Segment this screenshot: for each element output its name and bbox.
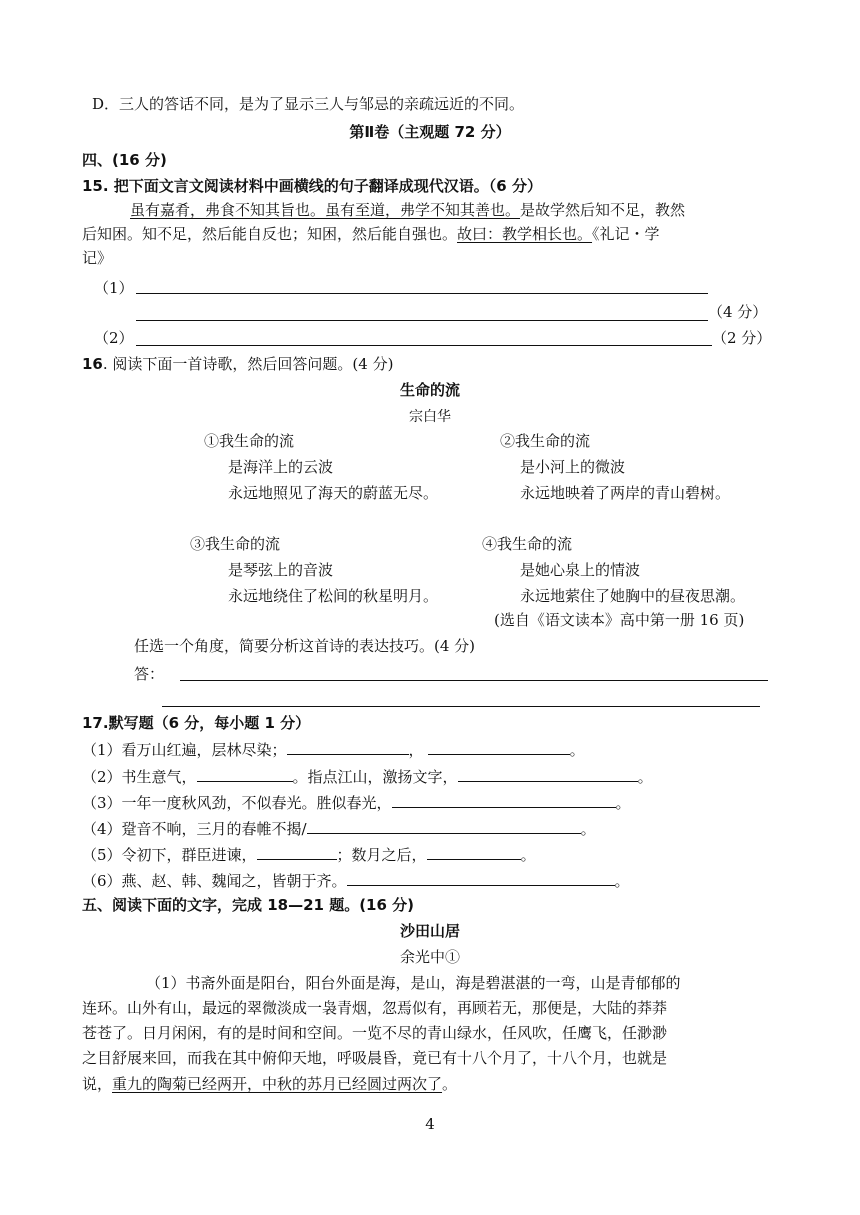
poem-source: (选自《语文读本》高中第一册 16 页) [494,611,745,629]
essay-para-line3: 苍苍了。日月闲闲，有的是时间和空间。一览不尽的青山绿水，任风吹，任鹰飞，任渺渺 [82,1024,668,1042]
q15-passage-line2: 后知困。知不足，然后能自反也；知困，然后能自强也。故曰：教学相长也。《礼记・学 [82,225,660,243]
q16-answer-line2[interactable] [162,706,760,707]
poem-title: 生命的流 [399,381,460,399]
q15-answer2-label: （2） [94,329,134,347]
q17-blank[interactable] [347,871,615,886]
part-five-header: 五、阅读下面的文字，完成 18—21 题。(16 分) [82,896,415,914]
q16-answer-label: 答： [134,665,165,683]
q15-stem: 15. 把下面文言文阅读材料中画横线的句子翻译成现代汉语。（6 分） [82,177,542,195]
q15-answer2-score: （2 分） [712,329,772,347]
essay-para-line4: 之目舒展来回，而我在其中俯仰天地，呼吸晨昏，竟已有十八个月了，十八个月，也就是 [82,1049,668,1067]
q15-passage-line3: 记》 [82,249,113,267]
page-number: 4 [425,1115,435,1133]
q15-answer1-score: （4 分） [708,303,768,321]
essay-title: 沙田山居 [399,922,460,940]
section-title: 第Ⅱ卷（主观题 72 分） [349,123,511,141]
q17-item-1: （1）看万山红遍，层林尽染； ， 。 [82,741,585,759]
q17-blank[interactable] [458,767,638,782]
essay-underlined-sentence: 重九的陶菊已经两开，中秋的苏月已经圆过两次了 [112,1075,443,1093]
q17-blank[interactable] [197,767,293,782]
q15-answer1-line2[interactable] [136,320,708,321]
q17-blank[interactable] [392,793,616,808]
option-d: D．三人的答话不同，是为了显示三人与邹忌的亲疏远近的不同。 [92,95,525,113]
q17-blank[interactable] [287,740,409,755]
q15-passage-line1: 虽有嘉肴，弗食不知其旨也。虽有至道，弗学不知其善也。是故学然后知不足，教然 [130,201,686,219]
q17-blank[interactable] [427,845,521,860]
q15-underlined-sentence-1: 虽有嘉肴，弗食不知其旨也。虽有至道，弗学不知其善也。 [130,201,521,219]
essay-para-line2: 连环。山外有山，最远的翠微淡成一袅青烟，忽焉似有，再顾若无，那便是，大陆的莽莽 [82,999,668,1017]
q17-item-2: （2）书生意气， 。指点江山，激扬文字， 。 [82,768,653,786]
q16-answer-line1[interactable] [180,680,768,681]
essay-para-line5: 说，重九的陶菊已经两开，中秋的苏月已经圆过两次了。 [82,1075,458,1093]
q17-item-3: （3）一年一度秋风劲，不似春光。胜似春光， 。 [82,794,631,812]
q17-blank[interactable] [428,740,570,755]
q16-question: 任选一个角度，简要分析这首诗的表达技巧。(4 分) [134,637,476,655]
poem-author: 宗白华 [409,409,451,425]
q15-underlined-sentence-2: 故曰：教学相长也。 [457,225,593,243]
essay-author: 余光中① [399,948,460,966]
q17-header: 17.默写题（6 分，每小题 1 分） [82,714,311,732]
q17-blank[interactable] [307,819,581,834]
part-four-header: 四、(16 分) [82,151,167,169]
q15-answer2-line[interactable] [136,345,712,346]
q17-item-4: （4）跫音不响，三月的春帷不揭/ 。 [82,820,596,838]
q17-item-6: （6）燕、赵、韩、魏闻之，皆朝于齐。 。 [82,872,630,890]
q17-blank[interactable] [257,845,337,860]
q15-answer1-line1[interactable] [136,293,708,294]
essay-para-line1: （1）书斋外面是阳台，阳台外面是海，是山，海是碧湛湛的一弯，山是青郁郁的 [146,974,681,992]
document-page: D．三人的答话不同，是为了显示三人与邹忌的亲疏远近的不同。 第Ⅱ卷（主观题 72 分） 四、(16 分) 15. 把下面文言文阅读材料中画横线的句子翻译成现代汉语。（6 分） 虽有嘉肴，弗食不知其旨也。虽有至道，弗学不知其善也。是故学然后知不足，教然 后知困。知不足，然后能自反也；知困，然后能自强也。故曰：教学相长也。《礼记・学 记》 （1） （4 分） （2） （2 分） 16. 阅读下面一首诗歌，然后回答问题。(4 分) 生命的流 宗白华 ①我生命的流 是海洋上的云波 永远地照见了海天的蔚蓝无尽。 ②我生命的流 是小河上的微波 永远地映着了两岸的青山碧树。 ③我生命的流 是琴弦上的音波 永远地绕住了松间的秋星明月。 ④我生命的流 是她心泉上的情波 永远地萦住了她胸中的昼夜思潮。 (选自《语文读本》高中第一册 16 页) 任选一个角度，简要分析这首诗的表达技巧。(4 分) 答： 17.默写题（6 分，每小题 1 分） （1）看万山红遍，层林尽染； ， 。 （2）书生意气， 。指点江山，激扬文字， 。 （3）一年一度秋风劲，不似春光。胜似春光， 。 （4）跫音不响，三月的春帷不揭/ 。 （5）令初下，群臣进谏， ；数月之后， 。 （6）燕、赵、韩、魏闻之，皆朝于齐。 。 五、阅读下面的文字，完成 18—21 题。(16 分) 沙田山居 余光中① （1）书斋外面是阳台，阳台外面是海，是山，海是碧湛湛的一弯，山是青郁郁的 连环。山外有山，最远的翠微淡成一袅青烟，忽焉似有，再顾若无，那便是，大陆的莽莽 苍苍了。日月闲闲，有的是时间和空间。一览不尽的青山绿水，任风吹，任鹰飞，任渺渺 之目舒展来回，而我在其中俯仰天地，呼吸晨昏，竟已有十八个月了，十八个月，也就是 说，重九的陶菊已经两开，中秋的苏月已经圆过两次了。 4 [0,0,860,1215]
q16-stem: 16. 阅读下面一首诗歌，然后回答问题。(4 分) [82,355,394,373]
q17-item-5: （5）令初下，群臣进谏， ；数月之后， 。 [82,846,536,864]
q15-answer1-label: （1） [94,279,134,297]
